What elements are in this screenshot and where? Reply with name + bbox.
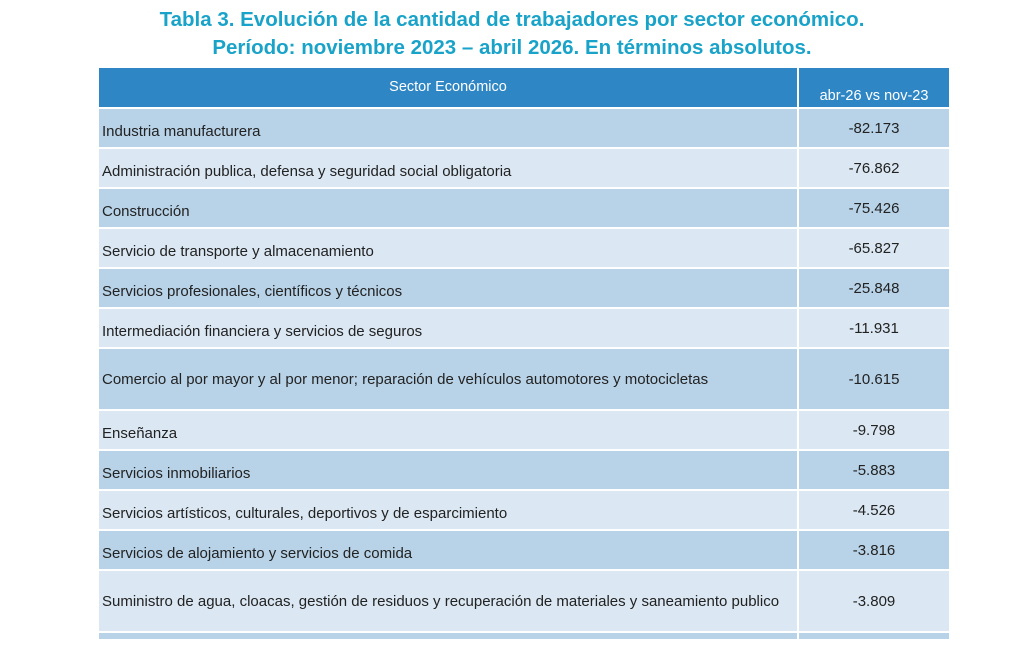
table-row — [99, 228, 949, 268]
sector-cell: Servicio de transporte y almacenamiento — [99, 228, 798, 268]
table-row — [99, 148, 949, 188]
value-cell: -10.615 — [798, 348, 949, 410]
value-cell: -11.931 — [798, 308, 949, 348]
table-header-row — [99, 68, 949, 108]
sector-cell: Servicios de alojamiento y servicios de comida — [99, 530, 798, 570]
sector-cell: Construcción — [99, 188, 798, 228]
value-cell: -65.827 — [798, 228, 949, 268]
sector-cell: Servicios inmobiliarios — [99, 450, 798, 490]
value-cell: -3.809 — [798, 570, 949, 632]
table-title-line-1: Tabla 3. Evolución de la cantidad de trabajadores por sector económico. — [159, 8, 865, 31]
table-row — [99, 570, 949, 632]
sector-cell-partial — [99, 632, 798, 639]
value-cell: -5.883 — [798, 450, 949, 490]
table-title — [0, 6, 1024, 62]
header-change: abr-26 vs nov-23 — [798, 68, 949, 108]
table-title-line-2: Período: noviembre 2023 – abril 2026. En términos absolutos. — [212, 36, 812, 59]
sector-cell: Intermediación financiera y servicios de seguros — [99, 308, 798, 348]
table-row — [99, 490, 949, 530]
sector-cell: Enseñanza — [99, 410, 798, 450]
value-cell: -82.173 — [798, 108, 949, 148]
table-row — [99, 530, 949, 570]
value-cell-partial — [798, 632, 949, 639]
value-cell: -3.816 — [798, 530, 949, 570]
table-row-partial — [99, 632, 949, 639]
table-row — [99, 450, 949, 490]
header-sector: Sector Económico — [99, 68, 798, 108]
sector-cell: Suministro de agua, cloacas, gestión de residuos y recuperación de materiales y saneamiento publico — [99, 570, 798, 632]
sector-cell: Servicios profesionales, científicos y técnicos — [99, 268, 798, 308]
sector-cell: Administración publica, defensa y seguridad social obligatoria — [99, 148, 798, 188]
table-row — [99, 308, 949, 348]
sector-cell: Industria manufacturera — [99, 108, 798, 148]
table-row — [99, 268, 949, 308]
sector-cell: Servicios artísticos, culturales, deportivos y de esparcimiento — [99, 490, 798, 530]
table-row — [99, 188, 949, 228]
sector-workers-table — [99, 68, 949, 639]
value-cell: -9.798 — [798, 410, 949, 450]
value-cell: -25.848 — [798, 268, 949, 308]
table-row — [99, 348, 949, 410]
table-row — [99, 410, 949, 450]
sector-cell: Comercio al por mayor y al por menor; reparación de vehículos automotores y motocicletas — [99, 348, 798, 410]
table-row — [99, 108, 949, 148]
value-cell: -75.426 — [798, 188, 949, 228]
value-cell: -4.526 — [798, 490, 949, 530]
value-cell: -76.862 — [798, 148, 949, 188]
